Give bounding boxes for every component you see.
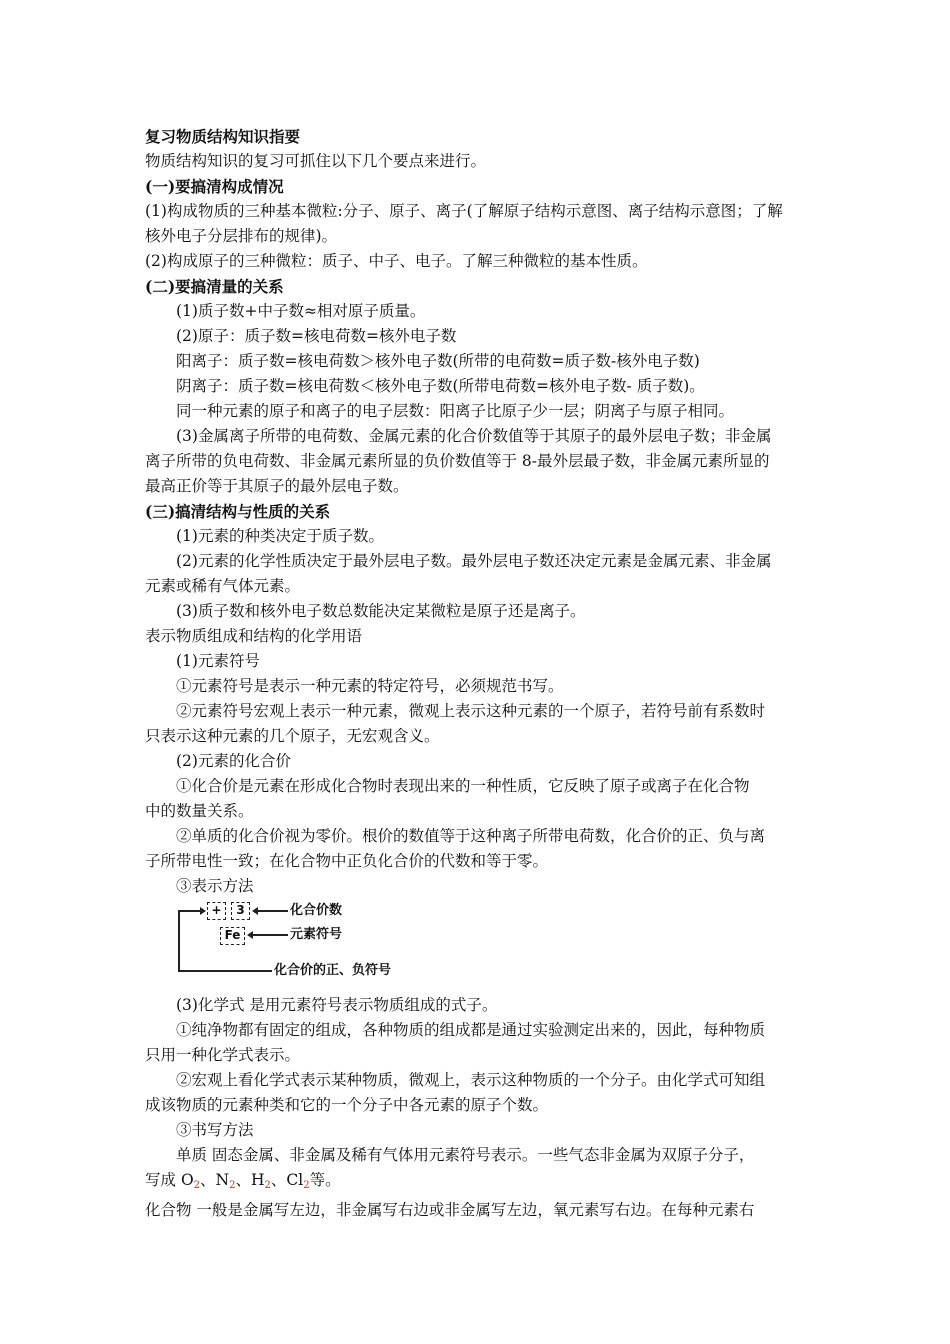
s3-l3: (3)质子数和核外电子数总数能决定某微粒是原子还是离子。 (176, 602, 586, 620)
section-1-heading: (一)要搞清构成情况 (145, 177, 284, 196)
intro-text: 物质结构知识的复习可抓住以下几个要点来进行。 (145, 152, 487, 170)
valence-notation-diagram (178, 901, 810, 993)
section-4-heading: 表示物质组成和结构的化学用语 (145, 627, 363, 645)
s4-b2a: ①化合价是元素在形成化合物时表现出来的一种性质，它反映了原子或离子在化合物 (176, 777, 750, 795)
s2-l6c: 最高正价等于其原子的最外层电子数。 (145, 477, 409, 495)
s2-l5: 同一种元素的原子和离子的电子层数：阳离子比原子少一层；阴离子与原子相同。 (176, 402, 735, 420)
symbol-pointer-line (253, 934, 288, 936)
element-box: Fe (220, 927, 245, 945)
bracket-vertical-line (178, 910, 180, 971)
arrow-right-icon (200, 907, 206, 915)
separator: 、 (200, 1171, 216, 1189)
s3-l2a: (2)元素的化学性质决定于最外层电子数。最外层电子数还决定元素是金属元素、非金属 (176, 552, 772, 570)
s5-c5a: 单质 固态金属、非金属及稀有气体用元素符号表示。一些气态非金属为双原子分子， (176, 1146, 755, 1164)
label-symbol: 元素符号 (290, 927, 343, 942)
s2-l2: (2)原子：质子数=核电荷数=核外电子数 (176, 327, 457, 345)
label-sign: 化合价的正、负符号 (274, 963, 392, 978)
s5-c4: ③书写方法 (176, 1121, 254, 1139)
sign-box: + (207, 902, 226, 920)
s2-l4: 阴离子：质子数=核电荷数＜核外电子数(所带电荷数=核外电子数- 质子数)。 (176, 377, 705, 395)
s5-c5b (145, 1168, 810, 1198)
s2-l1: (1)质子数+中子数≈相对原子质量。 (176, 302, 426, 320)
s3-l1: (1)元素的种类决定于质子数。 (176, 527, 384, 545)
formula-cl2: $Cl_2$ (286, 1171, 310, 1191)
s4-b3b: 子所带电性一致；在化合物中正负化合价的代数和等于零。 (145, 852, 549, 870)
s4-b4: ③表示方法 (176, 877, 254, 895)
formula-h2: $H_2$ (251, 1171, 271, 1191)
section-3-heading: (三)搞清结构与性质的关系 (145, 502, 331, 521)
s3-l2b: 元素或稀有气体元素。 (145, 577, 301, 595)
label-valence: 化合价数 (290, 903, 343, 918)
s4-a2: ①元素符号是表示一种元素的特定符号，必须规范书写。 (176, 677, 564, 695)
formula-o2: $O_2$ (180, 1171, 201, 1191)
s4-a3b: 只表示这种元素的几个原子，无宏观含义。 (145, 727, 440, 745)
s5-c3b: 成该物质的元素种类和它的一个分子中各元素的原子个数。 (145, 1096, 549, 1114)
s5-c2a: ①纯净物都有固定的组成，各种物质的组成都是通过实验测定出来的，因此，每种物质 (176, 1021, 766, 1039)
s2-l6a: (3)金属离子所带的电荷数、金属元素的化合价数值等于其原子的最外层电子数；非金属 (176, 427, 772, 445)
section-2-heading: (二)要搞清量的关系 (145, 277, 284, 296)
s1-p1b: 核外电子分层排布的规律)。 (145, 227, 338, 245)
s4-a3a: ②元素符号宏观上表示一种元素，微观上表示这种元素的一个原子，若符号前有系数时 (176, 702, 766, 720)
s4-b3a: ②单质的化合价视为零价。根价的数值等于这种离子所带电荷数，化合价的正、负与离 (176, 827, 766, 845)
s5-c3a: ②宏观上看化学式表示某种物质，微观上，表示这种物质的一个分子。由化学式可知组 (176, 1071, 766, 1089)
s4-b2b: 中的数量关系。 (145, 802, 254, 820)
c5b-suffix: 等。 (309, 1171, 341, 1189)
formula-n2: $N_2$ (215, 1171, 236, 1191)
s2-l3: 阳离子：质子数=核电荷数＞核外电子数(所带的电荷数=质子数-核外电子数) (176, 352, 700, 370)
document-page (145, 124, 810, 1223)
s4-b1: (2)元素的化合价 (176, 752, 291, 770)
s2-l6b: 离子所带的负电荷数、非金属元素所显的负价数值等于 8-最外层最子数，非金属元素所显的 (145, 452, 770, 470)
s4-a1: (1)元素符号 (176, 652, 260, 670)
doc-title: 复习物质结构知识指要 (145, 127, 301, 146)
sign-pointer-line (228, 970, 272, 972)
s5-c6: 化合物 一般是金属写左边，非金属写右边或非金属写左边，氧元素写右边。在每种元素右 (145, 1201, 755, 1219)
s1-p1a: (1)构成物质的三种基本微粒:分子、原子、离子(了解原子结构示意图、离子结构示意图；了解 (145, 202, 783, 220)
number-box: 3 (231, 902, 250, 920)
bracket-bottom-line (178, 970, 228, 972)
bracket-top-line (178, 910, 200, 912)
c5b-prefix: 写成 (145, 1171, 181, 1189)
s1-p2: (2)构成原子的三种微粒：质子、中子、电子。了解三种微粒的基本性质。 (145, 252, 648, 270)
s5-c2b: 只用一种化学式表示。 (145, 1046, 301, 1064)
s5-c1: (3)化学式 是用元素符号表示物质组成的式子。 (176, 996, 498, 1014)
separator: 、 (270, 1171, 287, 1189)
valence-pointer-line (258, 910, 288, 912)
separator: 、 (235, 1171, 251, 1189)
